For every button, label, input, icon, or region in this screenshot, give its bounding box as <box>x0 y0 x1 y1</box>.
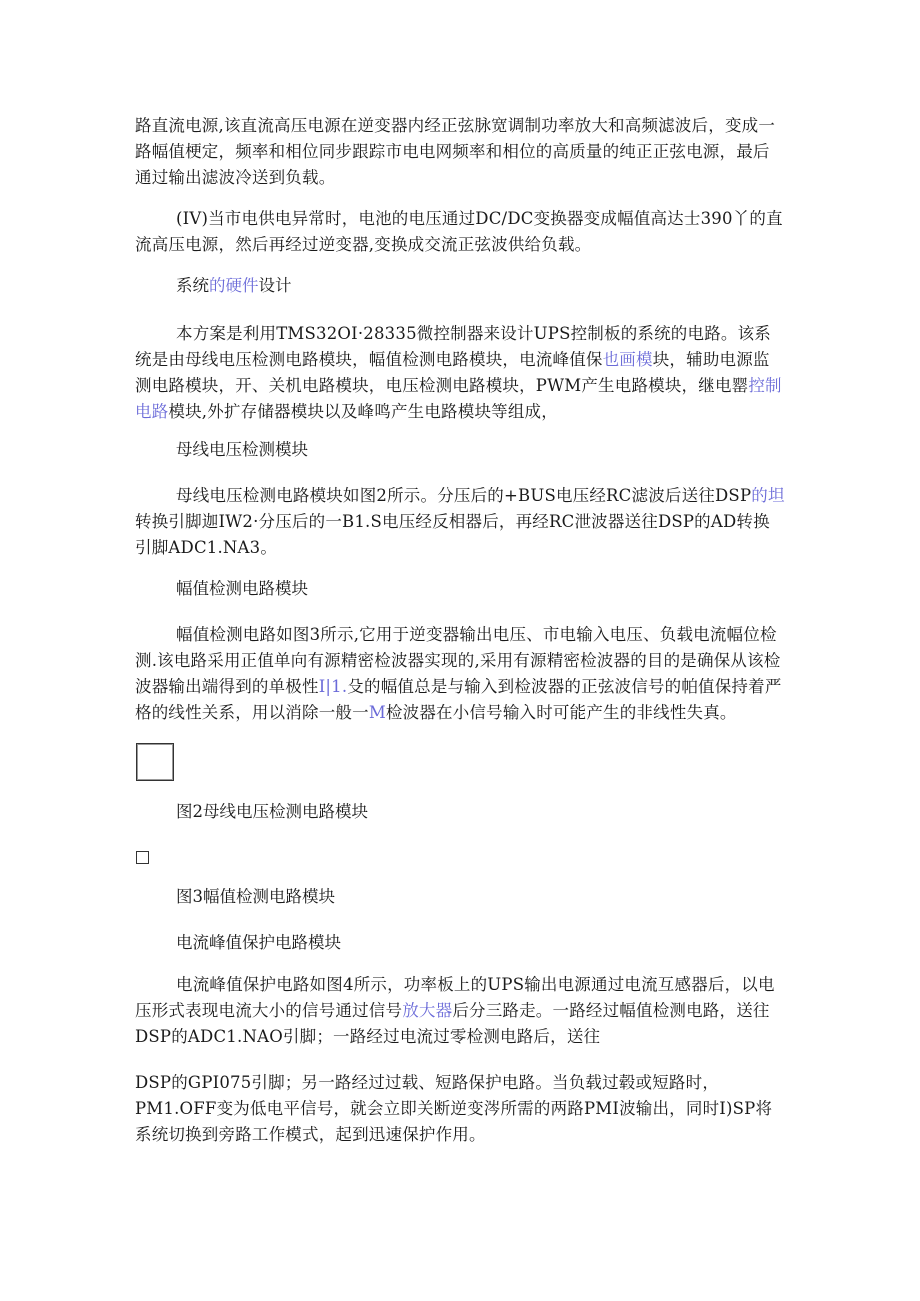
link-control-circuit[interactable]: 控制电路 <box>135 376 782 421</box>
overview-text-3: 模块,外扩存储器模块以及峰鸣产生电路模块等组成， <box>168 402 558 421</box>
bus-text-1: 母线电压检测电路模块如图2所示。分压后的+BUS电压经RC滤波后送往DSP <box>176 486 752 505</box>
amp-text-2: 殳的幅值总是与输入到检波器的正弦波信号的帕值保持着严格的线性关系，用以消除一般一 <box>135 677 782 722</box>
paragraph-inverter-output: 路直流电源,该直流高压电源在逆变器内经正弦脉宽调制功率放大和高频滤波后，变成一路幅值梗定，频率和相位同步跟踪市电电网频率和相位的高质量的纯正正弦电源，最后通过输出滤波冷送到负载。 <box>135 116 776 187</box>
amp-text-1: 幅值检测电路如图3所示,它用于逆变器输出电压、市电输入电压、负载电流幅位检测.该电路采用正值单向有源精密检波器实现的,采用有源精密检波器的目的是确保从该检波器输出端得到的单极性 <box>135 625 781 696</box>
overview-text-2: 块，辅助电源监测电路模块，开、关机电路模块，电压检测电路模块，PWM产生电路模块，继电罂 <box>135 350 770 395</box>
link-hardware[interactable]: 的硬件 <box>209 276 259 295</box>
figure-2-caption: 图2母线电压检测电路模块 <box>176 802 368 821</box>
figure-3-caption: 图3幅值检测电路模块 <box>176 887 335 906</box>
link-protection-module[interactable]: 也画模 <box>602 350 653 369</box>
paragraph-overload: DSP的GPI075引脚；另一路经过过载、短路保护电路。当负载过毂或短路时，PM1.OFF变为低电平信号，就会立即关断逆变涔所需的两路PMI波输出，同时I)SP将系统切换到旁路工作模式，起到迅速保护作用。 <box>135 1073 773 1144</box>
peak-text-2: 后分三路走。一路经过幅值检测电路，送往DSP的ADC1.NAO引脚；一路经过电流过零检测电路后，送往 <box>135 1001 770 1046</box>
bus-text-2: 转换引脚迦IW2·分压后的一B1.S电压经反相器后，再经RC泄波器送往DSP的AD转换引脚ADC1.NA3。 <box>135 512 770 557</box>
heading-hardware-post: 设计 <box>258 276 292 295</box>
paragraph-mains-failure: (IV)当市电供电异常时，电池的电压通过DC/DC变换器变成幅值高达士390丫的直流高压电源，然后再经过逆变器,变换成交流正弦波供给负载。 <box>135 209 783 254</box>
paragraph-amplitude-detect <box>135 622 785 726</box>
figure-3-image-placeholder <box>136 851 149 864</box>
peak-text-1: 电流峰值保护电路如图4所示，功率板上的UPS输出电源通过电流互感器后，以电压形式表现电流大小的信号通过信号 <box>135 975 775 1020</box>
paragraph-system-overview <box>135 321 785 425</box>
link-m[interactable]: M <box>368 703 386 722</box>
heading-amplitude-detect: 幅值检测电路模块 <box>176 579 308 598</box>
paragraph-bus-voltage <box>135 483 785 561</box>
figure-2-image-placeholder <box>136 743 174 781</box>
heading-hardware-design <box>176 274 292 298</box>
link-unipolar[interactable]: I|1. <box>318 677 348 696</box>
link-amplifier[interactable]: 放大器 <box>402 1001 453 1020</box>
paragraph-peak-current <box>135 972 785 1050</box>
heading-hardware-pre: 系统 <box>176 276 209 295</box>
heading-peak-current: 电流峰值保护电路模块 <box>176 933 341 952</box>
amp-text-3: 检波器在小信号输入时可能产生的非线性失真。 <box>385 703 737 722</box>
heading-bus-voltage: 母线电压检测模块 <box>176 440 308 459</box>
link-ad[interactable]: 的坦 <box>751 486 785 505</box>
overview-text-1: 本方案是利用TMS32OI·28335微控制器来设计UPS控制板的系统的电路。该系统是由母线电压检测电路模块，幅值检测电路模块，电流峰值保 <box>135 324 771 369</box>
